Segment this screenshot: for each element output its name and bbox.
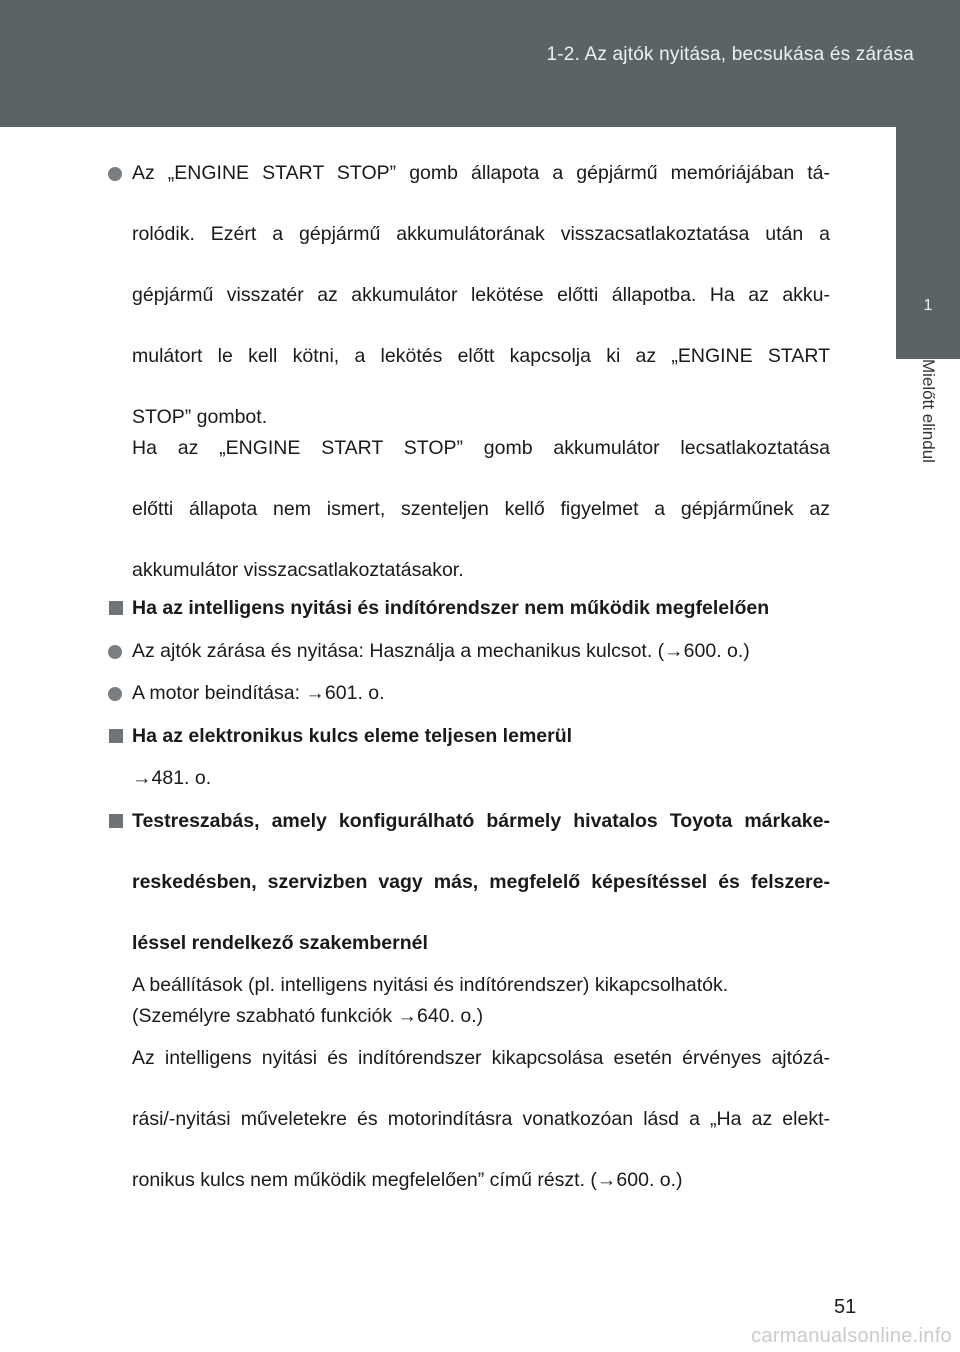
section-title: 1-2. Az ajtók nyitása, becsukása és zárása — [546, 44, 914, 65]
heading-square-icon — [109, 601, 123, 615]
bullet-engine-start — [108, 678, 830, 709]
chapter-label-area — [896, 359, 960, 539]
text-line: rási/-nyitási műveletekre és motorindításra vonatkozóan lásd a „Ha az elekt- — [132, 1108, 830, 1130]
bullet-doors — [108, 636, 830, 667]
watermark: carmanualsonline.info — [751, 1325, 952, 1347]
text-line: mulátort le kell kötni, a lekötés előtt kapcsolja ki az „ENGINE START — [132, 345, 830, 367]
heading-text: Ha az elektronikus kulcs eleme teljesen lemerül — [132, 724, 573, 747]
page-number: 51 — [834, 1296, 857, 1318]
heading-customization — [108, 806, 830, 959]
heading-system-malfunction — [108, 593, 830, 624]
heading-text: Ha az intelligens nyitási és indítórendszer nem működik megfelelően — [132, 597, 770, 619]
chapter-number: 1 — [923, 297, 933, 314]
text-line: A beállítások (pl. intelligens nyitási és indítórendszer) kikapcsolhatók. — [132, 974, 729, 996]
bullet-icon — [108, 687, 122, 701]
heading-line: Testreszabás, amely konfigurálható bármely hivatalos Toyota márkake- — [132, 809, 830, 832]
page-content — [108, 158, 830, 1196]
page-header — [0, 0, 960, 127]
text-line: STOP” gombot. — [132, 406, 268, 428]
bullet-icon — [108, 167, 122, 181]
text-line: rolódik. Ezért a gépjármű akkumulátorának visszacsatlakoztatása után a — [132, 223, 830, 245]
paragraph-disable-system — [108, 1043, 830, 1196]
text-line: Az „ENGINE START STOP” gomb állapota a gépjármű memóriájában tá- — [132, 162, 830, 184]
text-line: gépjármű visszatér az akkumulátor lekötése előtti állapotba. Ha az akku- — [132, 284, 830, 306]
text-line: Az intelligens nyitási és indítórendszer kikapcsolása esetén érvényes ajtózá- — [132, 1047, 830, 1069]
bullet-battery-memory — [108, 158, 830, 585]
heading-square-icon — [109, 814, 123, 828]
text-line: Ha az „ENGINE START STOP” gomb akkumulátor lecsatlakoztatása — [132, 436, 830, 459]
paragraph-settings — [108, 970, 830, 1031]
heading-line: léssel rendelkező szakembernél — [132, 931, 428, 954]
bullet-text: A motor beindítása: →601. o. — [132, 682, 385, 704]
chapter-label: Mielőtt elindul — [919, 359, 938, 463]
text-line: előtti állapota nem ismert, szenteljen kellő figyelmet a gépjárműnek az — [132, 497, 830, 520]
heading-line: reskedésben, szervizben vagy más, megfelelő képesítéssel és felszere- — [132, 870, 830, 893]
bullet-text: Az ajtók zárása és nyitása: Használja a mechanikus kulcsot. (→600. o.) — [132, 639, 750, 662]
reference-481: →481. o. — [132, 767, 212, 789]
bullet-icon — [108, 645, 122, 659]
heading-square-icon — [109, 729, 123, 743]
heading-key-battery — [108, 721, 830, 752]
text-line: akkumulátor visszacsatlakoztatásakor. — [132, 558, 464, 581]
text-line: ronikus kulcs nem működik megfelelően” című részt. (→600. o.) — [132, 1169, 683, 1191]
text-line: (Személyre szabható funkciók →640. o.) — [132, 1004, 484, 1027]
chapter-tab — [896, 127, 960, 359]
